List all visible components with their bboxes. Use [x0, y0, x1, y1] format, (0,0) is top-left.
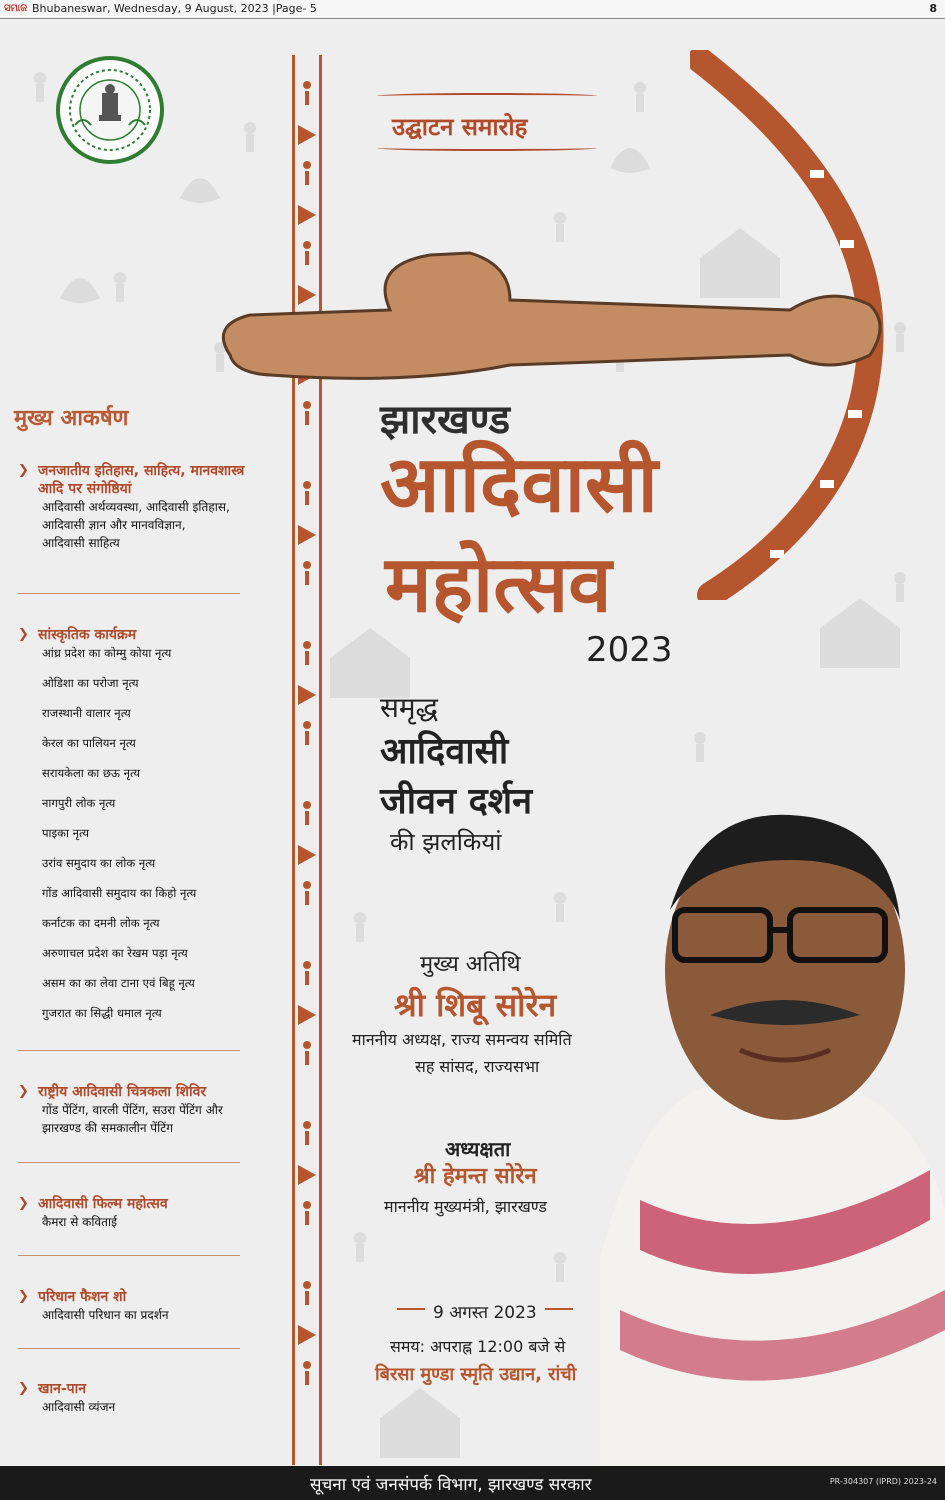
dance-item: ओडिशा का परोजा नृत्य: [42, 676, 139, 690]
newspaper-header: [0, 0, 945, 19]
attraction-painting-camp: [18, 1083, 268, 1137]
section-detail: गोंड पेंटिंग, वारली पेंटिंग, सउरा पेंटिंग और: [42, 1103, 223, 1117]
event-year: 2023: [586, 630, 673, 670]
section-detail: झारखण्ड की समकालीन पेंटिंग: [42, 1121, 174, 1135]
section-detail: आदिवासी ज्ञान और मानवविज्ञान,: [42, 518, 186, 532]
dance-item: उरांव समुदाय का लोक नृत्य: [42, 856, 156, 870]
section-divider: [18, 1255, 240, 1256]
section-heading: ❯ आदिवासी फिल्म महोत्सव: [18, 1195, 268, 1213]
section-heading: ❯ जनजातीय इतिहास, साहित्य, मानवशास्त्र आदि पर संगोष्ठियां: [18, 462, 268, 498]
section-detail: आदिवासी साहित्य: [42, 536, 120, 550]
tag-ornament-top: [377, 93, 597, 99]
dance-item: नागपुरी लोक नृत्य: [42, 796, 116, 810]
attractions-title: मुख्य आकर्षण: [14, 406, 129, 431]
dance-item: अरुणाचल प्रदेश का रेखम पड़ा नृत्य: [42, 946, 188, 960]
dance-item: कर्नाटक का दमनी लोक नृत्य: [42, 916, 160, 930]
section-divider: [18, 1050, 240, 1051]
chief-guest-desc-1: माननीय अध्यक्ष, राज्य समन्वय समिति: [352, 1030, 572, 1049]
section-heading: ❯ सांस्कृतिक कार्यक्रम: [18, 626, 268, 644]
newspaper-logo: ସମାଜ: [4, 3, 28, 14]
section-heading: ❯ खान-पान: [18, 1380, 268, 1398]
presiding-role: अध्यक्षता: [445, 1137, 511, 1161]
event-tag: उद्घाटन समारोह: [392, 113, 528, 141]
event-date: 9 अगस्त 2023: [433, 1303, 537, 1323]
date-ornament-right: [545, 1308, 573, 1310]
section-detail: आदिवासी अर्थव्यवस्था, आदिवासी इतिहास,: [42, 500, 230, 514]
presiding-desc: माननीय मुख्यमंत्री, झारखण्ड: [384, 1197, 547, 1216]
subtitle-line-4: की झलकियां: [390, 828, 502, 856]
section-heading: ❯ राष्ट्रीय आदिवासी चित्रकला शिविर: [18, 1083, 268, 1101]
section-detail: कैमरा से कविताई: [42, 1215, 117, 1229]
dance-item: केरल का पालियन नृत्य: [42, 736, 136, 750]
attraction-fashion-show: [18, 1288, 268, 1324]
dance-item: असम का का लेवा टाना एवं बिहू नृत्य: [42, 976, 195, 990]
attraction-film-festival: [18, 1195, 268, 1231]
section-heading: ❯ परिधान फैशन शो: [18, 1288, 268, 1306]
dance-item: गोंड आदिवासी समुदाय का किहो नृत्य: [42, 886, 197, 900]
footer-release-code: PR-304307 (IPRD) 2023-24: [829, 1477, 937, 1486]
section-detail: आदिवासी व्यंजन: [42, 1400, 116, 1414]
dateline: Bhubaneswar, Wednesday, 9 August, 2023 |Page- 5: [32, 2, 317, 15]
section-detail: आदिवासी परिधान का प्रदर्शन: [42, 1308, 169, 1322]
section-divider: [18, 593, 240, 594]
subtitle-line-2: आदिवासी: [380, 731, 509, 772]
section-divider: [18, 1348, 240, 1349]
attraction-food: [18, 1380, 268, 1416]
jharkhand-government-seal: [55, 55, 165, 165]
event-time: समय: अपराह्न 12:00 बजे से: [390, 1337, 566, 1356]
event-venue: बिरसा मुण्डा स्मृति उद्यान, रांची: [375, 1364, 577, 1385]
dance-item: गुजरात का सिद्धी धमाल नृत्य: [42, 1006, 162, 1020]
arm-illustration: [210, 245, 890, 385]
footer-bar: [0, 1466, 945, 1500]
dance-item: सरायकेला का छऊ नृत्य: [42, 766, 140, 780]
section-divider: [18, 1162, 240, 1163]
title-line-3: महोत्सव: [385, 540, 612, 630]
dance-item: पाइका नृत्य: [42, 826, 90, 840]
subtitle-line-1: समृद्ध: [380, 691, 439, 724]
chief-guest-desc-2: सह सांसद, राज्यसभा: [415, 1057, 540, 1076]
presiding-name: श्री हेमन्त सोरेन: [414, 1164, 537, 1189]
dance-item: आंध्र प्रदेश का कोम्मु कोया नृत्य: [42, 646, 172, 660]
attraction-cultural-programs: [18, 626, 268, 1028]
tag-ornament-bottom: [377, 145, 597, 151]
page-mark: 8: [929, 2, 937, 15]
title-line-1: झारखण्ड: [380, 397, 511, 443]
attraction-seminars: [18, 462, 268, 552]
footer-department: सूचना एवं जनसंपर्क विभाग, झारखण्ड सरकार: [310, 1475, 592, 1495]
portrait-photo: [600, 790, 945, 1468]
subtitle-line-3: जीवन दर्शन: [380, 781, 533, 822]
title-line-2: आदिवासी: [380, 440, 658, 530]
date-ornament-left: [397, 1308, 425, 1310]
chief-guest-role: मुख्य अतिथि: [420, 952, 521, 977]
chief-guest-name: श्री शिबू सोरेन: [394, 986, 557, 1024]
dance-item: राजस्थानी वालार नृत्य: [42, 706, 131, 720]
